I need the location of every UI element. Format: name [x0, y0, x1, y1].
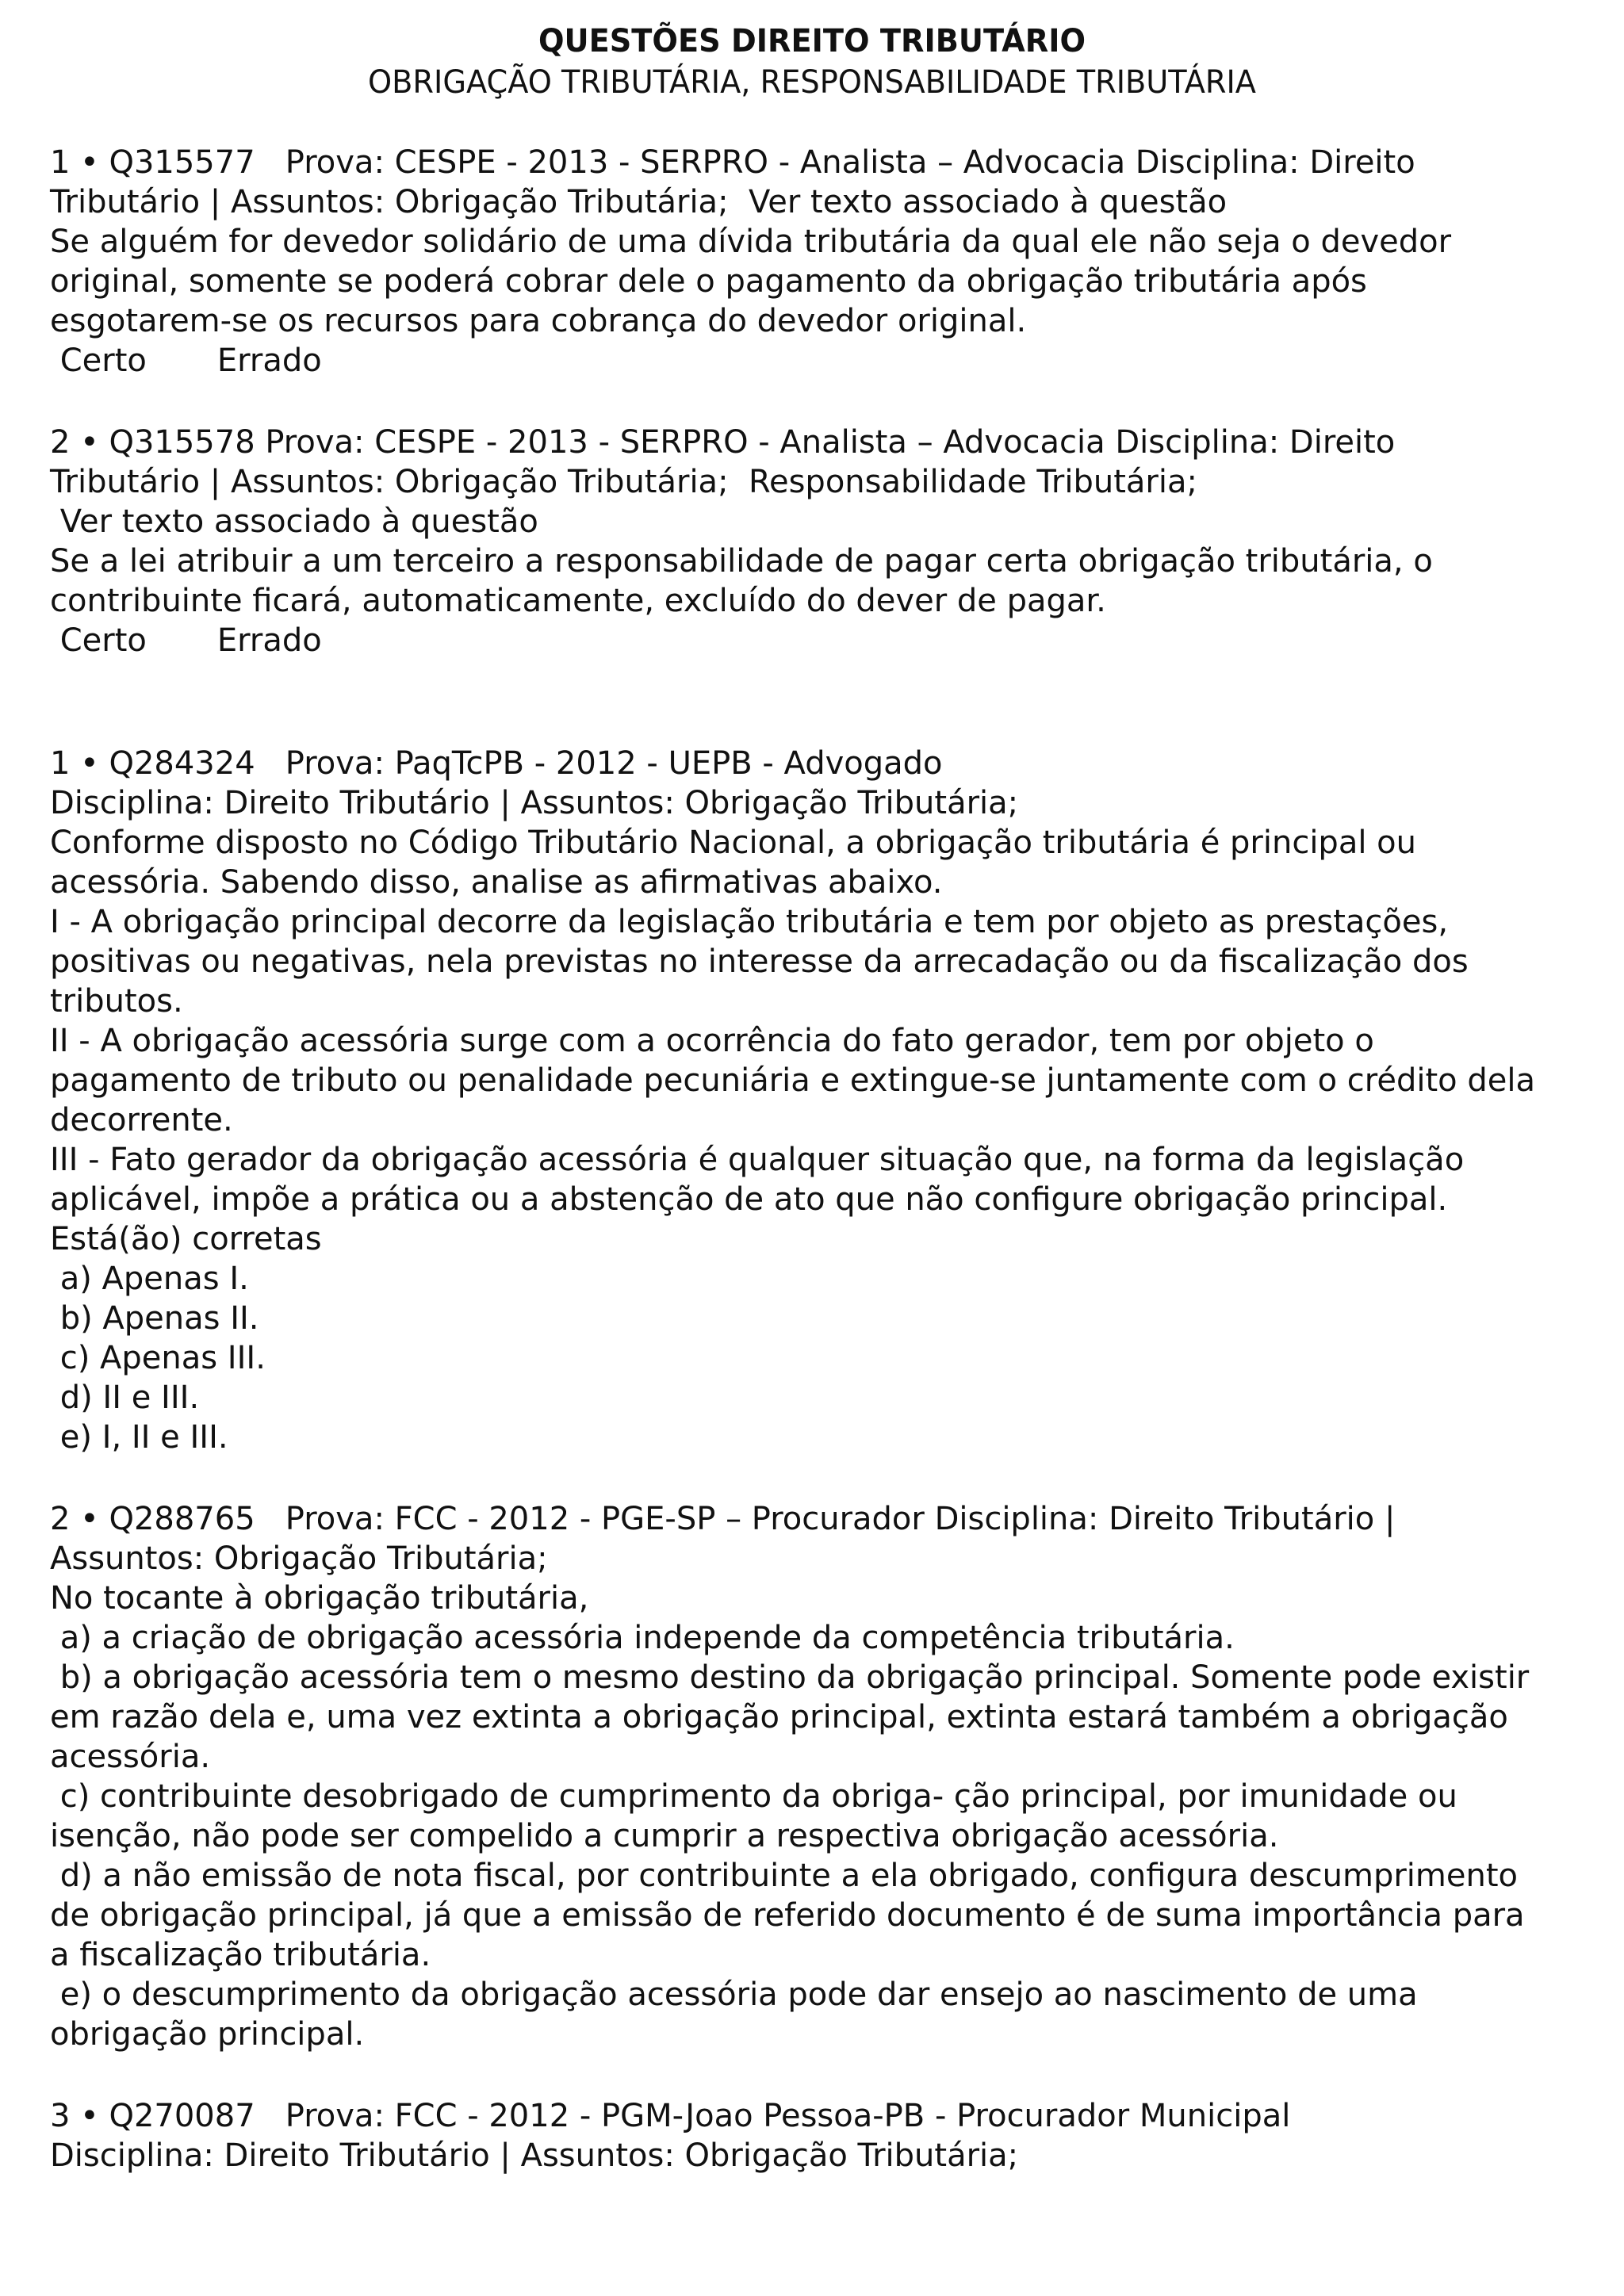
- q288765-option: c) contribuinte desobrigado de cumprimento da obriga- ção principal, por imunidade ou: [50, 1778, 1457, 1815]
- q284324-line: Conforme disposto no Código Tributário Nacional, a obrigação tributária é principal ou: [50, 825, 1416, 861]
- q288765-line: No tocante à obrigação tributária,: [50, 1580, 589, 1617]
- q315577-line: Se alguém for devedor solidário de uma dívida tributária da qual ele não seja o devedor: [50, 224, 1452, 260]
- q284324-option: e) I, II e III.: [50, 1419, 228, 1456]
- q288765-option: acessória.: [50, 1739, 211, 1775]
- q288765-option: a) a criação de obrigação acessória independe da competência tributária.: [50, 1620, 1235, 1656]
- q270087-line: Disciplina: Direito Tributário | Assuntos: Obrigação Tributária;: [50, 2137, 1019, 2174]
- document-subtitle: OBRIGAÇÃO TRIBUTÁRIA, RESPONSABILIDADE TRIBUTÁRIA: [368, 64, 1256, 101]
- q288765-option: a fiscalização tributária.: [50, 1937, 431, 1973]
- q284324-line: pagamento de tributo ou penalidade pecuniária e extingue-se juntamente com o crédito dela: [50, 1062, 1535, 1099]
- q288765-option: em razão dela e, uma vez extinta a obrigação principal, extinta estará também a obrigação: [50, 1699, 1508, 1735]
- q315578-line: Se a lei atribuir a um terceiro a responsabilidade de pagar certa obrigação tributária, o: [50, 543, 1433, 580]
- q284324-line: 1 • Q284324 Prova: PaqTcPB - 2012 - UEPB - Advogado: [50, 745, 943, 782]
- q288765-line: 2 • Q288765 Prova: FCC - 2012 - PGE-SP – Procurador Disciplina: Direito Tributário |: [50, 1501, 1396, 1537]
- q315577-line: esgotarem-se os recursos para cobrança do devedor original.: [50, 303, 1027, 339]
- q284324-line: III - Fato gerador da obrigação acessória é qualquer situação que, na forma da legislação: [50, 1142, 1465, 1178]
- q288765-option: obrigação principal.: [50, 2016, 365, 2053]
- q315578-line: contribuinte ficará, automaticamente, excluído do dever de pagar.: [50, 583, 1106, 619]
- q284324-line: decorrente.: [50, 1102, 233, 1138]
- q288765-option: b) a obrigação acessória tem o mesmo destino da obrigação principal. Somente pode existir: [50, 1659, 1530, 1696]
- q315577-line: Tributário | Assuntos: Obrigação Tributária; Ver texto associado à questão: [50, 184, 1228, 220]
- q284324-line: positivas ou negativas, nela previstas no interesse da arrecadação ou da fiscalização dos: [50, 943, 1469, 980]
- q288765-option: d) a não emissão de nota fiscal, por contribuinte a ela obrigado, configura descumprimento: [50, 1858, 1518, 1894]
- q315578-line: Tributário | Assuntos: Obrigação Tributária; Responsabilidade Tributária;: [50, 464, 1197, 500]
- q284324-line: acessória. Sabendo disso, analise as afirmativas abaixo.: [50, 864, 943, 901]
- q288765-option: de obrigação principal, já que a emissão de referido documento é de suma importância para: [50, 1897, 1525, 1934]
- q270087-line: 3 • Q270087 Prova: FCC - 2012 - PGM-Joao Pessoa-PB - Procurador Municipal: [50, 2098, 1291, 2134]
- q288765-option: isenção, não pode ser compelido a cumprir a respectiva obrigação acessória.: [50, 1818, 1279, 1854]
- q315578-answer-options: Certo Errado: [50, 622, 322, 659]
- q284324-option: d) II e III.: [50, 1380, 200, 1416]
- q288765-option: e) o descumprimento da obrigação acessória pode dar ensejo ao nascimento de uma: [50, 1976, 1418, 2013]
- q284324-line: aplicável, impõe a prática ou a abstenção de ato que não configure obrigação principal.: [50, 1181, 1448, 1218]
- q284324-option: b) Apenas II.: [50, 1300, 259, 1337]
- q315577-answer-options: Certo Errado: [50, 342, 322, 379]
- q284324-option: a) Apenas I.: [50, 1261, 249, 1297]
- q284324-line: Está(ão) corretas: [50, 1221, 322, 1257]
- q315577-line: original, somente se poderá cobrar dele o pagamento da obrigação tributária após: [50, 263, 1367, 300]
- q315578-line: Ver texto associado à questão: [50, 503, 538, 540]
- q284324-option: c) Apenas III.: [50, 1340, 266, 1376]
- document-title: QUESTÕES DIREITO TRIBUTÁRIO: [538, 23, 1086, 59]
- q284324-line: tributos.: [50, 983, 183, 1020]
- q315577-line: 1 • Q315577 Prova: CESPE - 2013 - SERPRO - Analista – Advocacia Disciplina: Direito: [50, 144, 1415, 181]
- q284324-line: I - A obrigação principal decorre da legislação tributária e tem por objeto as prestações,: [50, 904, 1449, 940]
- q284324-line: II - A obrigação acessória surge com a ocorrência do fato gerador, tem por objeto o: [50, 1023, 1374, 1059]
- q288765-line: Assuntos: Obrigação Tributária;: [50, 1540, 548, 1577]
- q315578-line: 2 • Q315578 Prova: CESPE - 2013 - SERPRO - Analista – Advocacia Disciplina: Direito: [50, 424, 1396, 461]
- q284324-line: Disciplina: Direito Tributário | Assuntos: Obrigação Tributária;: [50, 785, 1019, 821]
